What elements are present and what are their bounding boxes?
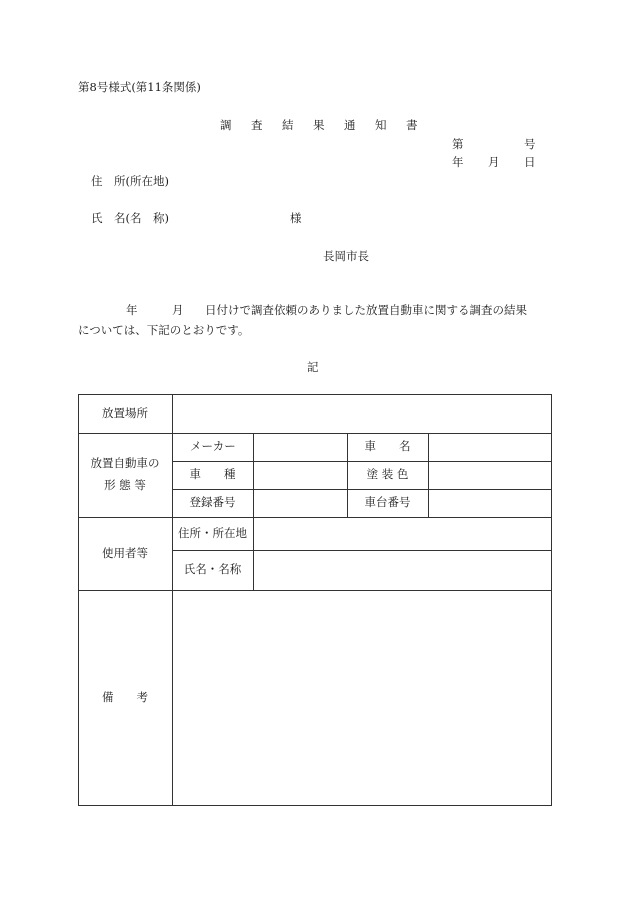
label-maker: メーカー [190,439,236,454]
label-user-address: 住所・所在地 [178,525,247,540]
field-paint-color[interactable] [429,462,551,489]
ki-heading: 記 [307,360,319,374]
body-line2: については、下記のとおりです。 [78,323,250,337]
label-user-name: 氏名・名称 [183,562,242,577]
label-remarks: 備 考 [102,690,148,705]
date-day: 日 [524,155,536,169]
field-car-name[interactable] [429,434,551,461]
label-vehicle-form-line1: 放置自動車の [90,456,160,471]
addressee-honorific: 様 [290,211,302,225]
label-paint-color: 塗 装 色 [366,467,409,482]
date-month: 月 [488,155,500,169]
field-car-type[interactable] [254,462,347,489]
label-vehicle-form-line2: 形 態 等 [104,478,146,492]
date-year: 年 [452,155,464,169]
addressee-address-label: 住 所(所在地) [91,174,169,188]
label-registration-number: 登録番号 [189,495,236,510]
body-year: 年 [126,303,138,317]
doc-number-dai: 第 [452,137,464,151]
sender-mayor: 長岡市長 [323,249,369,263]
field-maker[interactable] [254,434,347,461]
label-car-name: 車 名 [364,439,411,454]
field-remarks[interactable] [173,591,551,805]
label-chassis-number: 車台番号 [364,495,411,510]
field-chassis-number[interactable] [429,490,551,517]
doc-number-go: 号 [524,137,536,151]
body-line1: 日付けで調査依頼のありました放置自動車に関する調査の結果 [205,303,527,317]
form-number: 第8号様式(第11条関係) [78,80,201,94]
field-location[interactable] [173,395,551,432]
addressee-name-label: 氏 名(名 称) [91,211,169,225]
field-user-name[interactable] [254,551,551,590]
field-registration-number[interactable] [254,490,347,517]
label-vehicle-form [78,433,172,517]
label-car-type: 車 種 [189,467,236,482]
body-month: 月 [172,303,184,317]
document-title: 調 査 結 果 通 知 書 [220,118,422,132]
label-location: 放置場所 [102,405,148,420]
field-user-address[interactable] [254,518,551,550]
label-user: 使用者等 [102,545,148,560]
